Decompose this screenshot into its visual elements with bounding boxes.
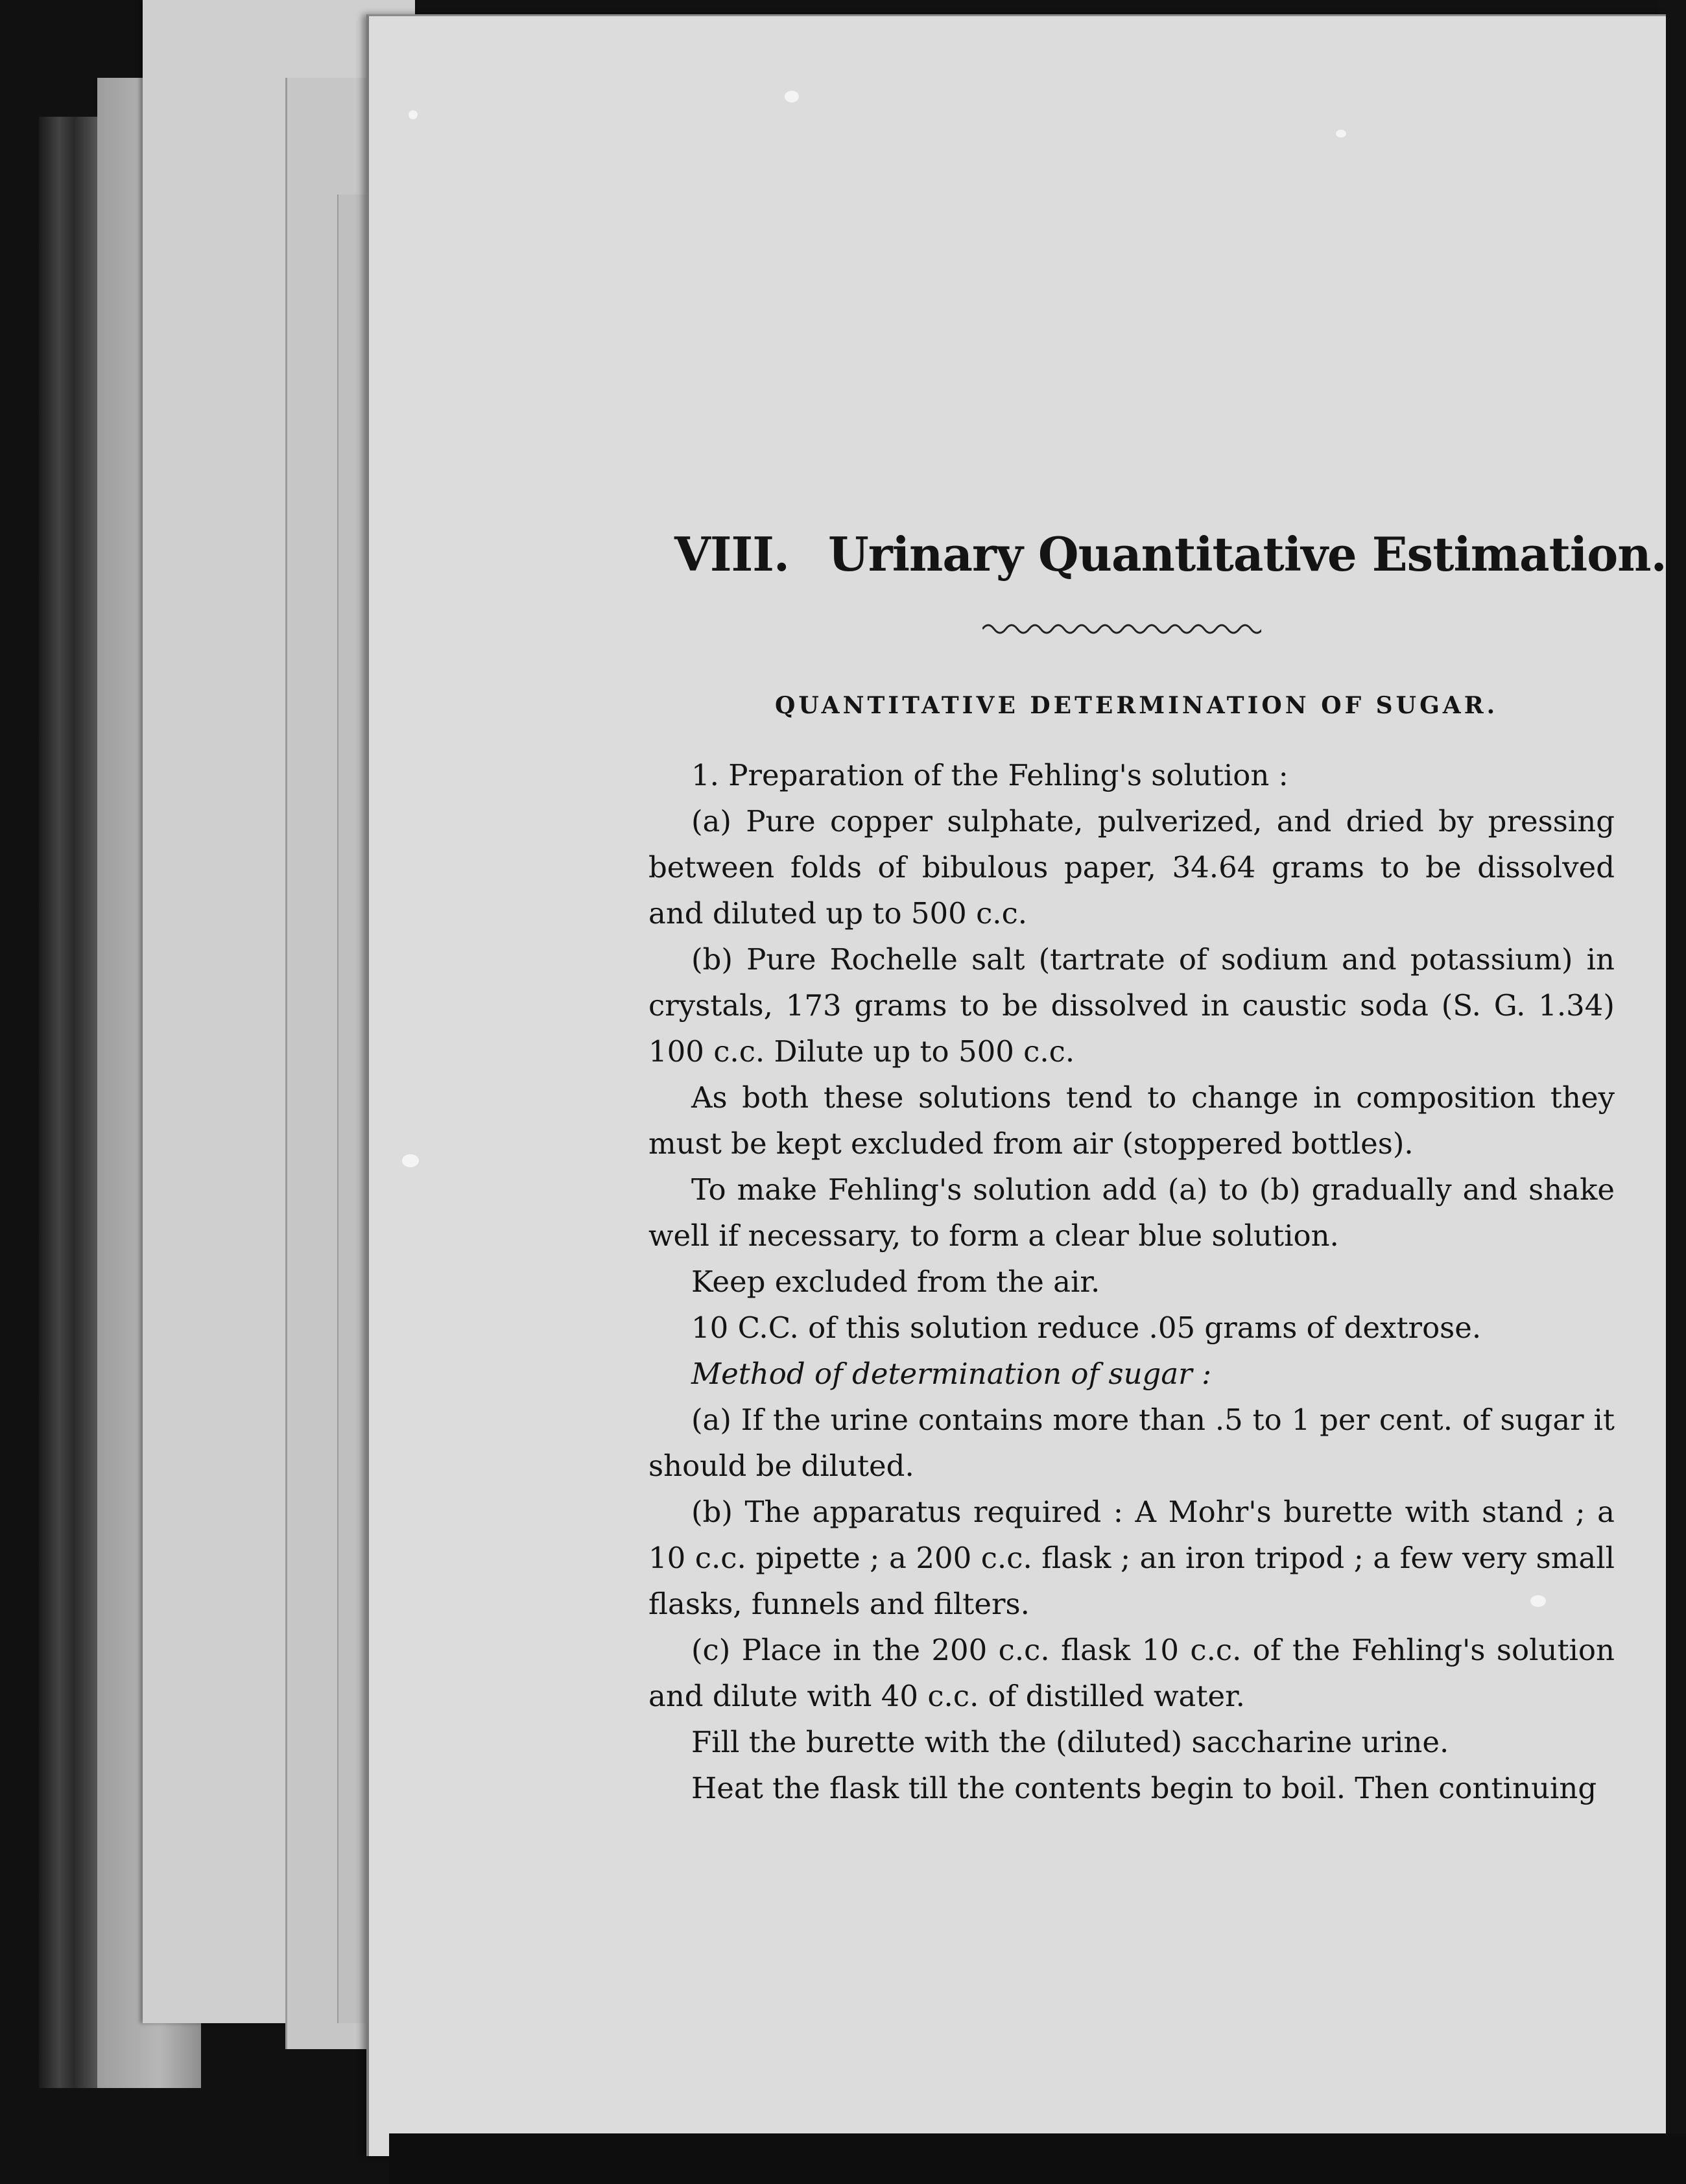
scan-border-bottom: [389, 2133, 1686, 2184]
ornamental-squiggle: [982, 616, 1261, 642]
paragraph: 10 C.C. of this solution reduce .05 grams of dextrose.: [691, 1311, 1482, 1345]
dust-speck: [785, 91, 799, 102]
paragraph: Keep excluded from the air.: [691, 1264, 1100, 1299]
paragraph: As both these solutions tend to change in composition they must be kept excluded from air (stoppered bottles).: [648, 1080, 1615, 1161]
paragraph: (b) The apparatus required : A Mohr's burette with stand ; a 10 c.c. pipette ; a 200 c.c. flask ; an iron tripod ; a few very small flasks, funnels and filters.: [648, 1495, 1615, 1621]
paragraph: (a) Pure copper sulphate, pulverized, and dried by pressing between folds of bibulous paper, 34.64 grams to be dissolved and diluted up to 500 c.c.: [648, 804, 1615, 931]
book-spine: [39, 117, 97, 2088]
paragraph: To make Fehling's solution add (a) to (b) gradually and shake well if necessary, to form a clear blue solution.: [648, 1172, 1615, 1253]
chapter-number: VIII.: [674, 527, 789, 582]
dust-speck: [409, 110, 418, 119]
paragraph: (a) If the urine contains more than .5 to 1 per cent. of sugar it should be diluted.: [648, 1403, 1615, 1483]
paragraph: (b) Pure Rochelle salt (tartrate of sodium and potassium) in crystals, 173 grams to be dissolved in caustic soda (S. G. 1.34) 100 c.c. Dilute up to 500 c.c.: [648, 942, 1615, 1069]
paragraph: 1. Preparation of the Fehling's solution :: [691, 758, 1288, 792]
paragraph: Fill the burette with the (diluted) saccharine urine.: [691, 1725, 1449, 1759]
chapter-name: Urinary Quantitative Estimation.: [827, 527, 1667, 582]
dust-speck: [1336, 130, 1346, 137]
chapter-title: [648, 519, 1667, 590]
section-heading: QUANTITATIVE DETERMINATION OF SUGAR.: [775, 692, 1499, 719]
paragraph: Heat the flask till the contents begin to boil. Then continuing: [691, 1771, 1597, 1805]
body-text: [648, 752, 1615, 1811]
paragraph-italic-heading: Method of determination of sugar :: [691, 1357, 1212, 1391]
paragraph: (c) Place in the 200 c.c. flask 10 c.c. of the Fehling's solution and dilute with 40 c.c. of distilled water.: [648, 1633, 1615, 1713]
dust-speck: [402, 1154, 419, 1167]
